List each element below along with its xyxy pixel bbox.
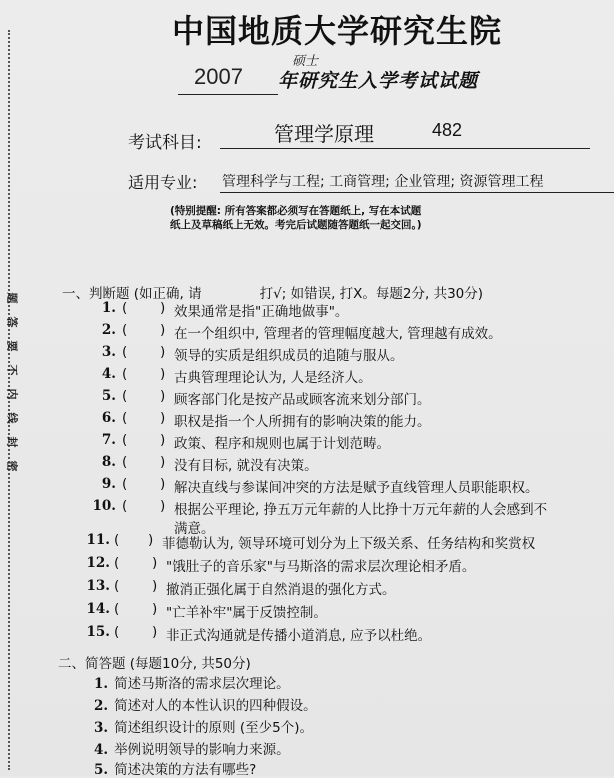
question-text: 职权是指一个人所拥有的影响决策的能力。 — [174, 414, 431, 430]
major-value: 管理科学与工程; 工商管理; 企业管理; 资源管理工程 — [222, 174, 544, 190]
special-notice — [170, 204, 550, 232]
question-text: 非正式沟通就是传播小道消息, 应予以杜绝。 — [166, 628, 432, 644]
answer-paren-open: ( — [122, 498, 128, 514]
short-answer-row — [94, 694, 317, 714]
notice-line: 纸上及草稿纸上无效。考完后试题随答题纸一起交回。) — [170, 219, 422, 231]
section1-heading-a: 一、判断题 (如正确, 请 — [62, 286, 202, 302]
answer-paren-open: ( — [122, 300, 128, 316]
question-number: 6. — [101, 410, 116, 426]
exam-title: 年研究生入学考试试题 — [278, 70, 479, 92]
short-answer-row — [94, 738, 290, 758]
exam-year: 2007 — [194, 64, 243, 89]
question-text: 效果通常是指"正确地做事"。 — [174, 304, 349, 320]
question-text: 举例说明领导的影响力来源。 — [114, 742, 290, 758]
margin-char: 密 — [5, 460, 18, 472]
answer-paren-open: ( — [122, 454, 128, 470]
question-text-continued: 满意。 — [174, 521, 215, 537]
notice-line: (特别提醒: 所有答案都必须写在答题纸上, 写在本试题 — [170, 205, 422, 217]
answer-paren-close: ) — [160, 366, 166, 382]
margin-char: 答 — [5, 316, 18, 328]
question-text: "亡羊补牢"属于反馈控制。 — [166, 605, 327, 621]
answer-paren-open: ( — [122, 476, 128, 492]
answer-paren-open: ( — [114, 624, 120, 640]
answer-paren-open: ( — [122, 388, 128, 404]
answer-paren-open: ( — [114, 555, 120, 571]
question-number: 3. — [101, 344, 116, 360]
question-text: 简述决策的方法有哪些? — [114, 762, 257, 778]
question-text: 解决直线与参谋间冲突的方法是赋予直线管理人员职能职权。 — [174, 480, 539, 496]
short-answer-row — [94, 672, 290, 692]
question-number: 2. — [101, 322, 116, 338]
major-label: 适用专业: — [128, 173, 198, 192]
answer-paren-close: ) — [152, 601, 158, 617]
section1-heading — [62, 282, 614, 302]
answer-paren-open: ( — [114, 578, 120, 594]
question-number: 1. — [94, 676, 109, 692]
short-answer-row — [94, 758, 256, 778]
degree-type: 硕士 — [292, 54, 319, 69]
answer-paren-close: ) — [152, 578, 158, 594]
major-line — [128, 170, 614, 196]
margin-char: 题 — [5, 292, 18, 304]
university-title: 中国地质大学研究生院 — [172, 12, 503, 50]
subject-line — [128, 118, 598, 152]
question-number: 10. — [92, 498, 116, 514]
answer-paren-close: ) — [160, 300, 166, 316]
question-number: 14. — [86, 601, 110, 617]
section1-heading-b: 打√; 如错误, 打X。每题2分, 共30分) — [259, 286, 484, 302]
question-number: 1. — [101, 300, 116, 316]
answer-paren-close: ) — [160, 322, 166, 338]
answer-paren-open: ( — [122, 366, 128, 382]
subject-underline — [220, 148, 590, 149]
section2-heading: 二、简答题 (每题10分, 共50分) — [58, 656, 251, 672]
question-text: 根据公平理论, 挣五万元年薪的人比挣十万元年薪的人会感到不 — [174, 502, 548, 518]
margin-char: 线 — [5, 412, 18, 424]
answer-paren-open: ( — [114, 601, 120, 617]
answer-paren-open: ( — [122, 344, 128, 360]
major-underline — [220, 192, 614, 193]
subject-label: 考试科目: — [128, 133, 202, 153]
answer-paren-open: ( — [122, 322, 128, 338]
answer-paren-close: ) — [148, 532, 154, 548]
answer-paren-close: ) — [160, 432, 166, 448]
question-number: 5. — [101, 388, 116, 404]
question-number: 4. — [94, 742, 109, 758]
question-number: 12. — [86, 555, 110, 571]
question-text: 菲德勒认为, 领导环境可划分为上下级关系、任务结构和奖赏权 — [162, 536, 536, 552]
margin-char: 要 — [5, 340, 18, 352]
year-underline — [178, 94, 278, 95]
margin-char: 内 — [5, 388, 18, 400]
question-text: 撤消正强化属于自然消退的强化方式。 — [166, 582, 396, 598]
question-number: 5. — [94, 762, 109, 778]
question-text: 顾客部门化是按产品或顾客流来划分部门。 — [174, 392, 431, 408]
question-text: 简述对人的本性认识的四种假设。 — [114, 698, 317, 714]
answer-paren-close: ) — [152, 624, 158, 640]
answer-paren-close: ) — [160, 476, 166, 492]
question-text: 古典管理理论认为, 人是经济人。 — [174, 370, 372, 386]
answer-paren-open: ( — [122, 432, 128, 448]
answer-paren-close: ) — [160, 498, 166, 514]
question-text: 领导的实质是组织成员的追随与服从。 — [174, 348, 404, 364]
margin-char: 封 — [5, 436, 18, 448]
answer-paren-close: ) — [152, 555, 158, 571]
question-number: 13. — [86, 578, 110, 594]
answer-paren-close: ) — [160, 454, 166, 470]
margin-warning — [1, 292, 21, 472]
exam-year-line — [178, 54, 508, 96]
answer-paren-close: ) — [160, 388, 166, 404]
short-answer-row — [94, 716, 313, 736]
question-text: 没有目标, 就没有决策。 — [174, 458, 318, 474]
answer-paren-open: ( — [122, 410, 128, 426]
answer-paren-close: ) — [160, 344, 166, 360]
question-number: 8. — [101, 454, 116, 470]
subject-code: 482 — [432, 120, 463, 140]
question-number: 7. — [101, 432, 116, 448]
answer-paren-open: ( — [114, 532, 120, 548]
subject-name: 管理学原理 — [274, 122, 374, 146]
question-text: 简述马斯洛的需求层次理论。 — [114, 676, 290, 692]
question-text: 简述组织设计的原则 (至少5个)。 — [114, 720, 314, 736]
question-number: 4. — [101, 366, 116, 382]
question-number: 3. — [94, 720, 109, 736]
question-number: 11. — [86, 532, 110, 548]
question-text: 在一个组织中, 管理者的管理幅度越大, 管理越有成效。 — [174, 326, 502, 342]
question-number: 2. — [94, 698, 109, 714]
answer-paren-close: ) — [160, 410, 166, 426]
question-number: 15. — [86, 624, 110, 640]
question-number: 9. — [101, 476, 116, 492]
margin-char: 不 — [5, 364, 18, 376]
question-text: "饿肚子的音乐家"与马斯洛的需求层次理论相矛盾。 — [166, 559, 476, 575]
question-text: 政策、程序和规则也属于计划范畴。 — [174, 436, 390, 452]
